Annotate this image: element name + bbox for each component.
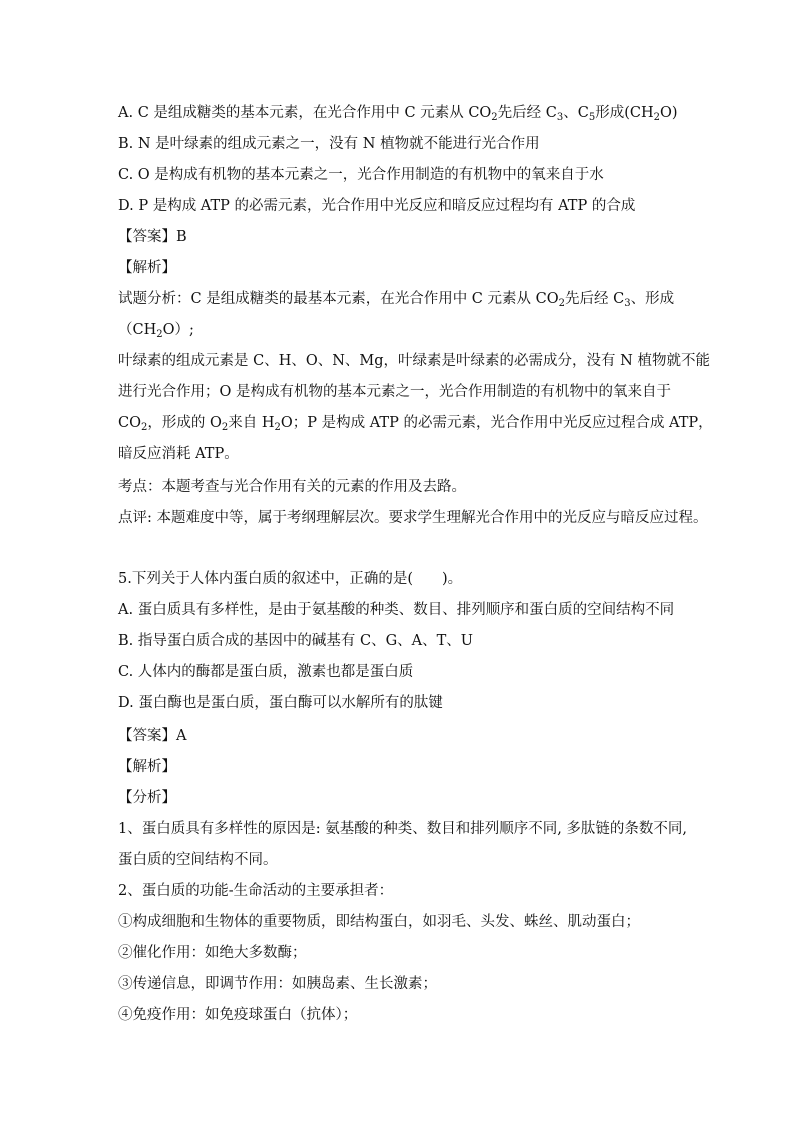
q4-option-d: D. P 是构成 ATP 的必需元素，光合作用中光反应和暗反应过程均有 ATP 的合成 (118, 198, 636, 214)
q5-point-1-line-2: 蛋白质的空间结构不同。 (118, 852, 278, 868)
q5-function-item-2: ②催化作用：如绝大多数酶； (118, 945, 307, 961)
q5-function-item-3: ③传递信息，即调节作用：如胰岛素、生长激素； (118, 976, 437, 992)
q4-option-b: B. N 是叶绿素的组成元素之一，没有 N 植物就不能进行光合作用 (118, 136, 540, 152)
q5-option-c: C. 人体内的酶都是蛋白质，激素也都是蛋白质 (118, 664, 414, 680)
q5-analysis-heading: 【解析】 (118, 759, 176, 775)
q5-answer: 【答案】A (118, 728, 187, 744)
q5-point-2: 2、蛋白质的功能-生命活动的主要承担者： (118, 883, 394, 899)
q4-analysis-heading: 【解析】 (118, 260, 176, 276)
q4-dianping: 点评: 本题难度中等，属于考纲理解层次。要求学生理解光合作用中的光反应与暗反应过程。 (118, 510, 708, 526)
q5-option-d: D. 蛋白酶也是蛋白质，蛋白酶可以水解所有的肽键 (118, 695, 443, 711)
q4-analysis-line-5: $CO_2$，形成的 $O_2$来自 $H_2O$；P 是构成 ATP 的必需元素，光合作用中光反应过程合成 ATP， (118, 415, 713, 433)
q4-kaodian: 考点：本题考查与光合作用有关的元素的作用及去路。 (118, 479, 466, 495)
q4-option-c: C. O 是构成有机物的基本元素之一，光合作用制造的有机物中的氧来自于水 (118, 167, 604, 183)
q5-fenxi-heading: 【分析】 (118, 790, 176, 806)
q4-analysis-line-4: 进行光合作用；O 是构成有机物的基本元素之一，光合作用制造的有机物中的氧来自于 (118, 384, 671, 400)
q5-stem: 5.下列关于人体内蛋白质的叙述中，正确的是( )。 (118, 571, 463, 587)
q5-option-a: A. 蛋白质具有多样性，是由于氨基酸的种类、数目、排列顺序和蛋白质的空间结构不同 (118, 602, 675, 618)
q5-option-b: B. 指导蛋白质合成的基因中的碱基有 C、G、A、T、U (118, 633, 474, 649)
q4-analysis-line-1: 试题分析：C 是组成糖类的最基本元素，在光合作用中 C 元素从 $CO_2$先后经 $C_3$、形成 (118, 291, 675, 309)
q4-option-a: A. C 是组成糖类的基本元素，在光合作用中 C 元素从 $CO_2$先后经 $C_3$、$C_5$形成$(CH_2O)$ (118, 105, 678, 123)
q5-function-item-4: ④免疫作用：如免疫球蛋白（抗体）； (118, 1007, 358, 1023)
q4-answer: 【答案】B (118, 229, 187, 245)
q5-point-1-line-1: 1、蛋白质具有多样性的原因是: 氨基酸的种类、数目和排列顺序不同, 多肽链的条数不同, (118, 821, 688, 837)
q4-analysis-line-3: 叶绿素的组成元素是 C、H、O、N、Mg，叶绿素是叶绿素的必需成分，没有 N 植物就不能 (118, 353, 710, 369)
q4-analysis-line-6: 暗反应消耗 ATP。 (118, 446, 239, 462)
q4-analysis-line-2: $(CH_2O)$; (118, 322, 194, 340)
q5-function-item-1: ①构成细胞和生物体的重要物质，即结构蛋白，如羽毛、头发、蛛丝、肌动蛋白； (118, 914, 640, 930)
